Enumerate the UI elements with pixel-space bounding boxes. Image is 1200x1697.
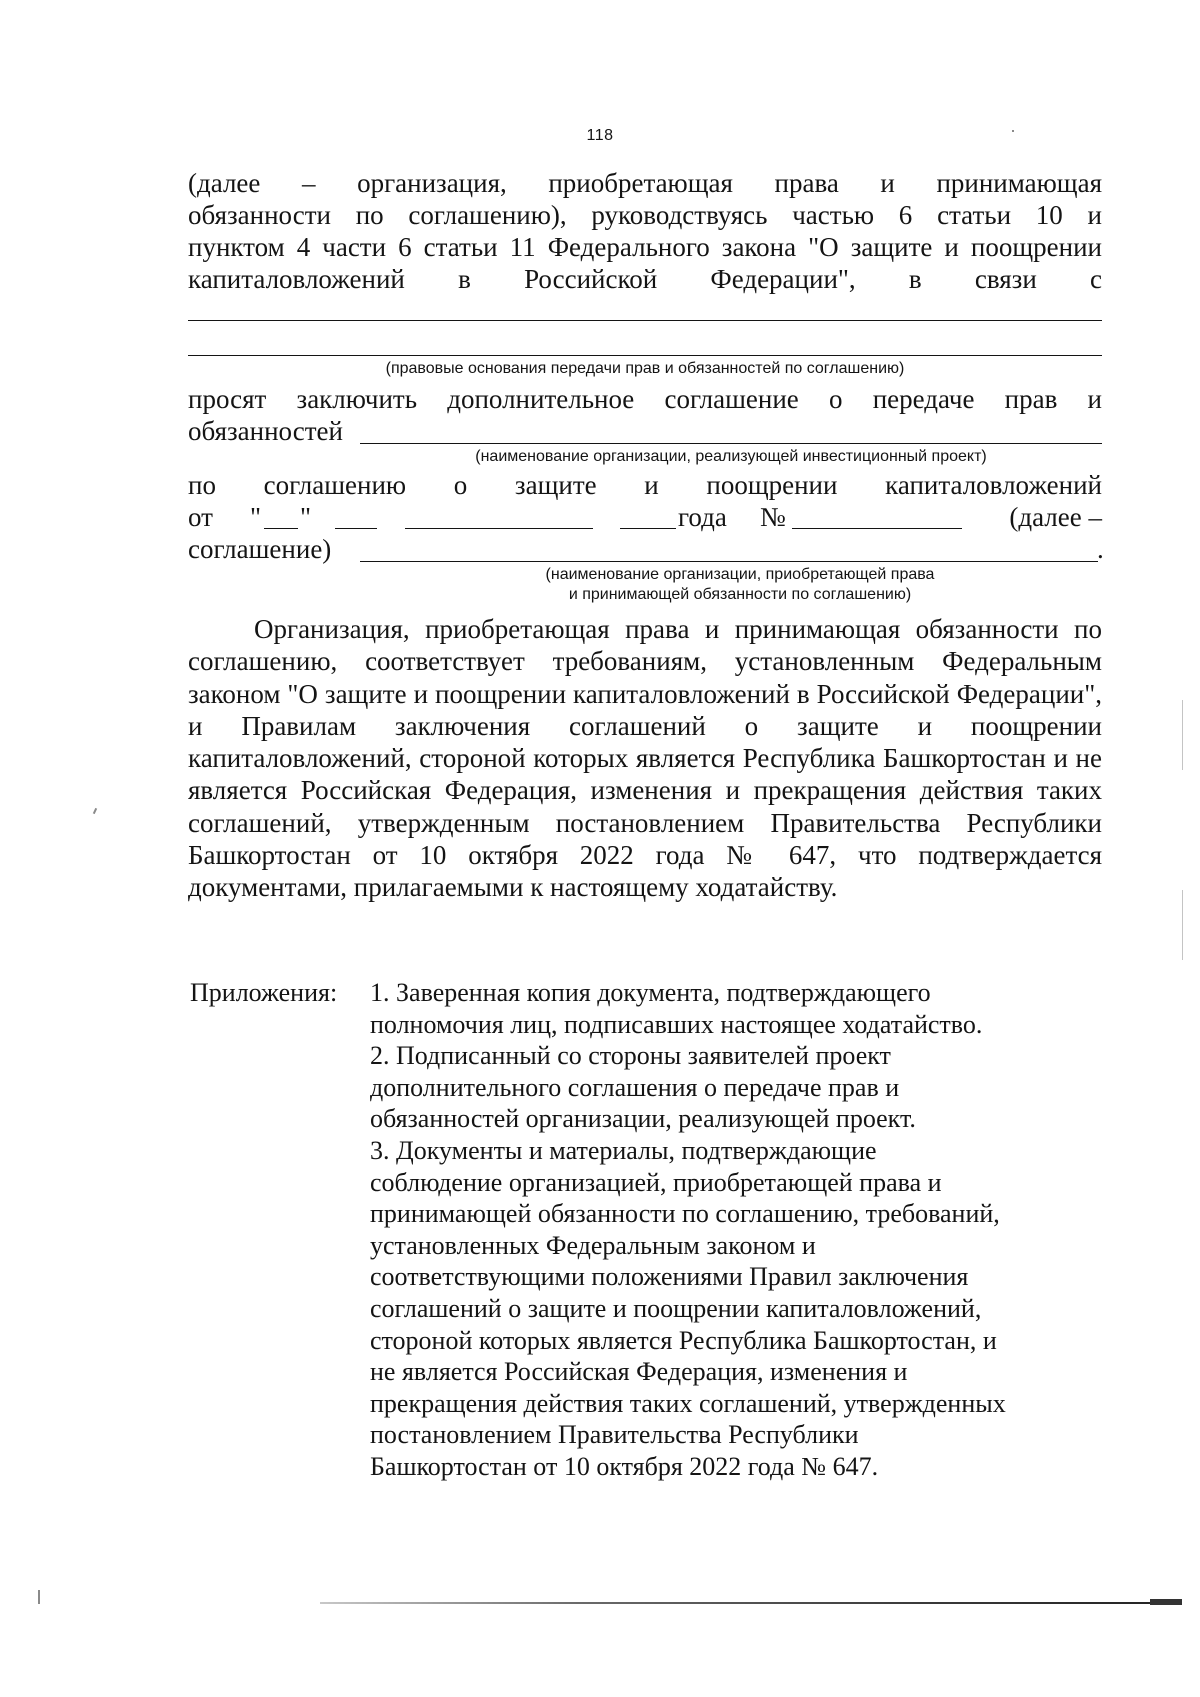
blank-line-acquirer: [360, 561, 1098, 562]
attachment-line: стороной которых является Республика Башкортостан, и: [370, 1325, 997, 1355]
attachment-line: принимающей обязанности по соглашению, требований,: [370, 1199, 1000, 1229]
attachment-line: 2. Подписанный со стороны заявителей проект: [370, 1041, 891, 1071]
label-agreement: соглашение): [188, 534, 332, 564]
blank-day: [264, 528, 298, 529]
scan-edge-mark: [1182, 700, 1183, 770]
blank-number: [792, 528, 962, 529]
request-line-1: просят заключить дополнительное соглашение о передаче прав и: [188, 384, 1102, 414]
intro-line-1: (далее – организация, приобретающая права и принимающая: [188, 168, 1102, 198]
label-year: года: [678, 502, 727, 532]
caption-legal-basis: (правовые основания передачи прав и обязанностей по соглашению): [385, 360, 905, 377]
attachments-list: [370, 977, 1100, 1483]
scan-speck: [38, 1590, 40, 1604]
label-from: от: [188, 502, 213, 532]
blank-line-project-org: [360, 443, 1102, 444]
intro-line-2: обязанности по соглашению), руководствуясь частью 6 статьи 10 и: [188, 200, 1102, 230]
caption-acquirer-1: (наименование организации, приобретающей права: [545, 566, 935, 583]
intro-line-4: капиталовложений в Российской Федерации", в связи с: [188, 264, 1102, 294]
attachments-label: Приложения:: [190, 978, 338, 1007]
attachment-line: обязанностей организации, реализующей проект.: [370, 1104, 916, 1134]
label-number: №: [760, 502, 786, 532]
request-label-obligations: обязанностей: [188, 416, 343, 446]
intro-line-3: пунктом 4 части 6 статьи 11 Федерального закона "О защите и поощрении: [188, 232, 1102, 262]
blank-month: [405, 528, 593, 529]
scan-speck: [1012, 130, 1014, 132]
blank-line-legal-basis-1: [188, 320, 1102, 321]
attachment-line: соблюдение организацией, приобретающей права и: [370, 1167, 942, 1197]
blank-month-short: [335, 528, 377, 529]
caption-acquirer-2: и принимающей обязанности по соглашению): [568, 586, 912, 603]
attachment-line: 3. Документы и материалы, подтверждающие: [370, 1135, 877, 1165]
attachment-line: не является Российская Федерация, изменения и: [370, 1357, 908, 1387]
caption-project-org: (наименование организации, реализующей инвестиционный проект): [475, 448, 987, 465]
attachment-line: 1. Заверенная копия документа, подтверждающего: [370, 978, 931, 1007]
compliance-paragraph: Организация, приобретающая права и принимающая обязанности по соглашению, соответствует требованиям, установленным Федеральным законом "О защите и поощрении капиталовложений в Российской Федерации", и Правилам заключения соглашений о защите и поощрении капиталовложений, стороной которых является Республика Башкортостан и не является Российская Федерация, изменения и прекращения действия таких соглашений, утвержденным постановлением Правительства Республики Башкортостан от 10 октября 2022 года № 647, что подтверждается документами, прилагаемыми к настоящему ходатайству.: [188, 614, 1102, 903]
blank-year: [620, 528, 676, 529]
scan-edge-mark: [1182, 890, 1183, 960]
page-number: 118: [586, 127, 614, 144]
scan-bottom-edge-thick: [1150, 1599, 1182, 1605]
attachment-line: соглашений о защите и поощрении капиталовложений,: [370, 1293, 982, 1323]
label-hereafter: (далее –: [1009, 502, 1102, 532]
attachment-line: дополнительного соглашения о передаче прав и: [370, 1072, 900, 1102]
request-line-3: по соглашению о защите и поощрении капиталовложений: [188, 470, 1102, 500]
blank-line-legal-basis-2: [188, 355, 1102, 356]
attachment-line: прекращения действия таких соглашений, утвержденных: [370, 1388, 1006, 1418]
quote-close: ": [300, 502, 312, 532]
scan-bottom-edge: [320, 1602, 1180, 1604]
scan-speck: [93, 808, 97, 814]
attachment-line: соответствующими положениями Правил заключения: [370, 1262, 969, 1292]
line-end-period: .: [1097, 534, 1104, 564]
quote-open: ": [250, 502, 262, 532]
attachment-line: постановлением Правительства Республики: [370, 1420, 859, 1450]
attachment-line: установленных Федеральным законом и: [370, 1230, 816, 1260]
attachment-line: Башкортостан от 10 октября 2022 года № 647.: [370, 1451, 879, 1481]
attachment-line: полномочия лиц, подписавших настоящее ходатайство.: [370, 1009, 983, 1039]
